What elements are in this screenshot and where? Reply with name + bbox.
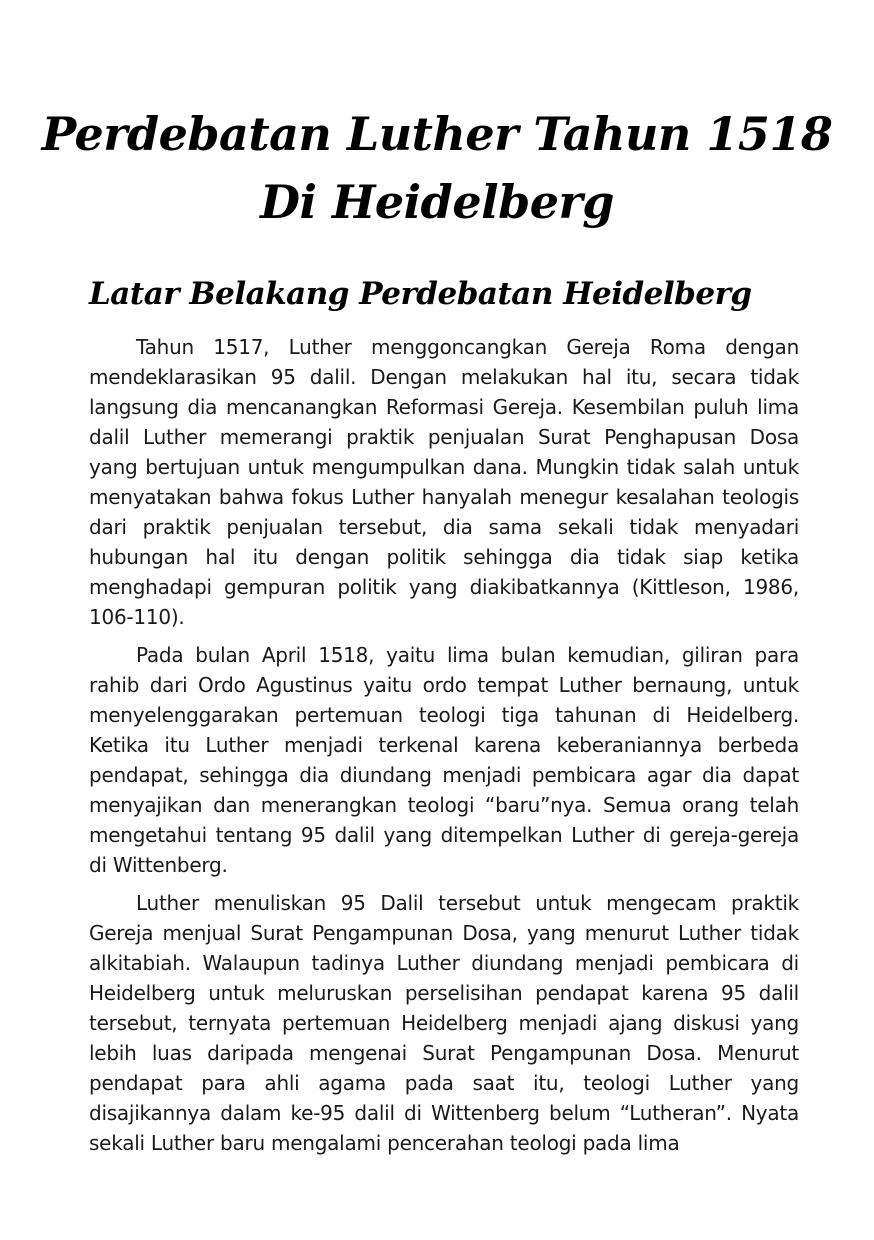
page-title [0,100,874,236]
title-line-1: Perdebatan Luther Tahun 1518 [41,107,833,161]
paragraph-2: Pada bulan April 1518, yaitu lima bulan kemudian, giliran para rahib dari Ordo Agustinus yaitu ordo tempat Luther bernaung, untuk menyelenggarakan pertemuan teologi tiga tahunan di Heidelberg. Ketika itu Luther menjadi terkenal karena keberaniannya berbeda pendapat, sehingga dia diundang menjadi pembicara agar dia dapat menyajikan dan menerangkan teologi “baru”nya. Semua orang telah mengetahui tentang 95 dalil yang ditempelkan Luther di gereja-gereja di Wittenberg. [89,643,799,877]
paragraph-1: Tahun 1517, Luther menggoncangkan Gereja Roma dengan mendeklarasikan 95 dalil. Dengan melakukan hal itu, secara tidak langsung dia mencanangkan Reformasi Gereja. Kesembilan puluh lima dalil Luther memerangi praktik penjualan Surat Penghapusan Dosa yang bertujuan untuk mengumpulkan dana. Mungkin tidak salah untuk menyatakan bahwa fokus Luther hanyalah menegur kesalahan teologis dari praktik penjualan tersebut, dia sama sekali tidak menyadari hubungan hal itu dengan politik sehingga dia tidak siap ketika menghadapi gempuran politik yang diakibatkannya (Kittleson, 1986, 106-110). [89,335,799,629]
title-line-2: Di Heidelberg [260,175,614,229]
body-text [89,332,799,1166]
paragraph-3: Luther menuliskan 95 Dalil tersebut untuk mengecam praktik Gereja menjual Surat Pengampunan Dosa, yang menurut Luther tidak alkitabiah. Walaupun tadinya Luther diundang menjadi pembicara di Heidelberg untuk meluruskan perselisihan pendapat karena 95 dalil tersebut, ternyata pertemuan Heidelberg menjadi ajang diskusi yang lebih luas daripada mengenai Surat Pengampunan Dosa. Menurut pendapat para ahli agama pada saat itu, teologi Luther yang disajikannya dalam ke-95 dalil di Wittenberg belum “Lutheran”. Nyata sekali Luther baru mengalami pencerahan teologi pada lima [89,891,799,1155]
section-heading: Latar Belakang Perdebatan Heidelberg [89,276,752,312]
